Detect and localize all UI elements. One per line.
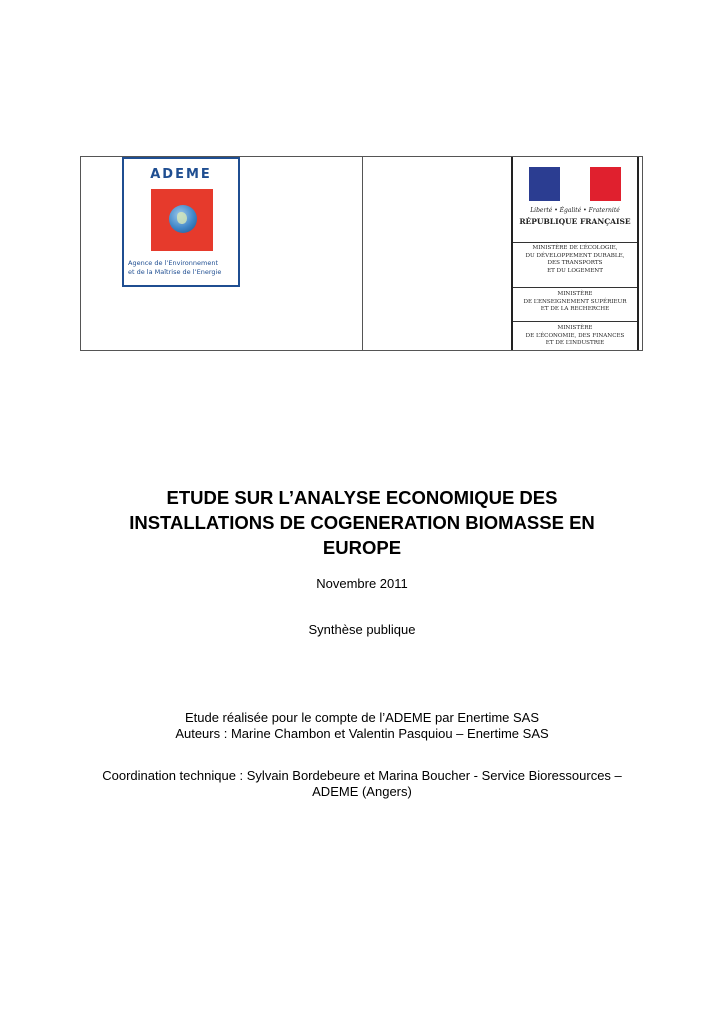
french-flag-icon	[529, 167, 621, 201]
document-type: Synthèse publique	[308, 622, 416, 637]
ministry-ecology: MINISTÈRE DE L’ÉCOLOGIE, DU DÉVELOPPEMENT DURABLE, DES TRANSPORTS ET DU LOGEMENT	[513, 242, 637, 288]
ademe-tagline-line-1: Agence de l’Environnement	[128, 259, 219, 267]
realisation-line: Etude réalisée pour le compte de l’ADEME par Enertime SAS	[184, 710, 540, 725]
marianne-emblem	[513, 157, 637, 243]
ademe-wordmark: ADEME	[150, 167, 212, 182]
ministry-economy: MINISTÈRE DE L’ÉCONOMIE, DES FINANCES ET DE L’INDUSTRIE	[525, 325, 625, 347]
ademe-red-square	[151, 189, 213, 251]
authors-line: Auteurs : Marine Chambon et Valentin Pasquiou – Enertime SAS	[175, 726, 549, 741]
table-divider	[362, 157, 363, 350]
coordination-line-2: ADEME (Angers)	[312, 784, 412, 799]
ademe-tagline	[128, 259, 236, 277]
ministry-higher-education: MINISTÈRE DE L’ENSEIGNEMENT SUPÉRIEUR ET DE LA RECHERCHE	[513, 288, 637, 322]
ademe-logo	[122, 157, 240, 287]
republic-name: RÉPUBLIQUE FRANÇAISE	[519, 217, 631, 226]
document-title: ETUDE SUR L’ANALYSE ECONOMIQUE DES INSTALLATIONS DE COGENERATION BIOMASSE EN EUROPE	[129, 487, 595, 558]
document-date: Novembre 2011	[316, 576, 408, 591]
coordination-line-1: Coordination technique : Sylvain Bordebeure et Marina Boucher - Service Bioressources –	[102, 768, 622, 783]
republic-motto: Liberté • Égalité • Fraternité	[530, 207, 620, 214]
republique-francaise-block	[511, 157, 639, 350]
globe-icon	[169, 205, 197, 233]
logo-table	[80, 156, 643, 351]
ademe-tagline-line-2: et de la Maîtrise de l’Energie	[128, 268, 222, 276]
